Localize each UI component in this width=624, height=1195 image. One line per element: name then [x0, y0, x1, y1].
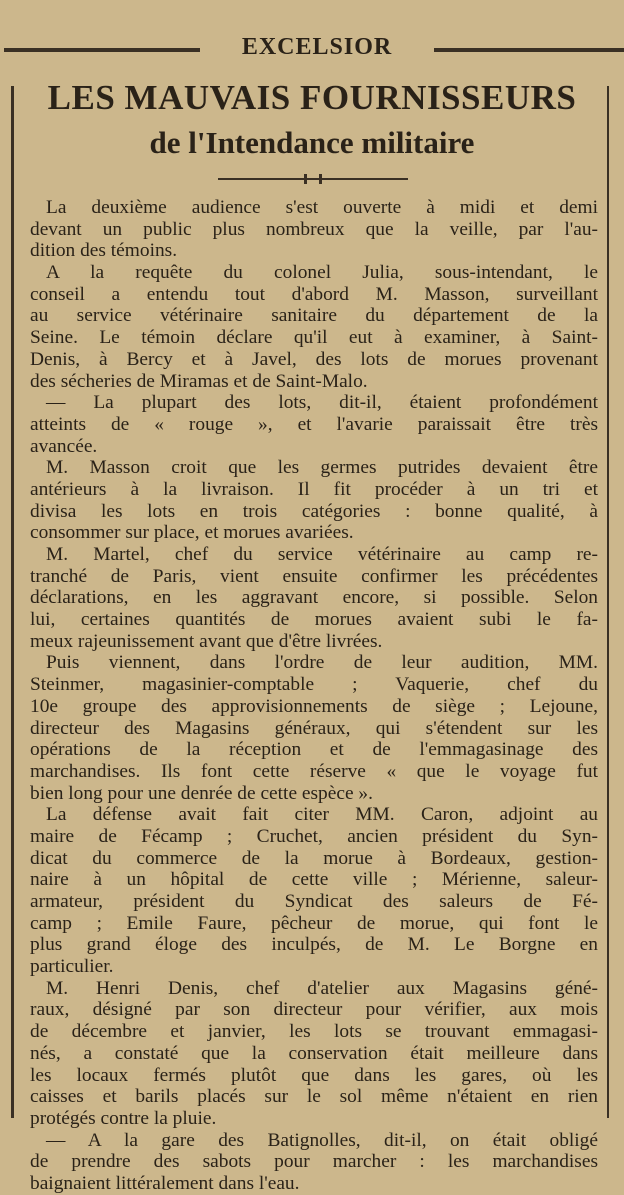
text-line: consommer sur place, et morues avariées. — [30, 522, 354, 544]
text-line: tranché de Paris, vient ensuite confirmer les précédentes — [30, 565, 598, 587]
text-line: La défense avait fait citer MM. Caron, adjoint au — [46, 804, 598, 826]
text-line: bien long pour une denrée de cette espèce ». — [30, 782, 373, 804]
text-line: divisa les lots en trois catégories : bonne qualité, à — [30, 500, 598, 522]
text-line: M. Martel, chef du service vétérinaire au camp re- — [46, 544, 598, 565]
column-rule-left — [11, 86, 14, 1118]
ornamental-divider — [218, 176, 408, 182]
text-line: les locaux fermés plutôt que dans les gares, où les — [30, 1064, 598, 1086]
text-line: caisses et barils placés sur le sol même n'étaient en rien — [30, 1086, 598, 1108]
text-line: Denis, à Bercy et à Javel, des lots de morues provenant — [30, 348, 598, 370]
text-line: camp ; Emile Faure, pêcheur de morue, qui font le — [30, 912, 598, 934]
column-rule-right — [607, 86, 609, 1118]
text-line: dition des témoins. — [30, 240, 178, 262]
text-line: devant un public plus nombreux que la veille, par l'au- — [30, 218, 598, 240]
text-line: marchandises. Ils font cette réserve « que le voyage fut — [30, 760, 598, 782]
text-line: meux rajeunissement avant que d'être livrées. — [30, 630, 383, 652]
masthead-rule-right — [434, 48, 624, 52]
text-line: des sécheries de Miramas et de Saint-Malo. — [30, 370, 368, 392]
text-line: naire à un hôpital de cette ville ; Mérienne, saleur- — [30, 869, 598, 891]
divider-ornament — [304, 174, 322, 184]
text-line: M. Henri Denis, chef d'atelier aux Magasins géné- — [46, 977, 598, 999]
text-line: Puis viennent, dans l'ordre de leur audition, MM. — [46, 652, 598, 674]
text-line: dicat du commerce de la morue à Bordeaux, gestion- — [30, 847, 598, 869]
text-line: opérations de la réception et de l'emmagasinage des — [30, 739, 598, 761]
text-line: La deuxième audience s'est ouverte à midi et demi — [46, 197, 598, 218]
newspaper-name: EXCELSIOR — [241, 34, 393, 60]
masthead-rule-left — [4, 48, 200, 52]
text-line: conseil a entendu tout d'abord M. Masson, surveillant — [30, 283, 598, 305]
text-line: antérieurs à la livraison. Il fit procéder à un tri et — [30, 478, 598, 500]
text-line: de décembre et janvier, les lots se trouvant emmagasi- — [30, 1021, 598, 1043]
text-line: directeur des Magasins généraux, qui s'étendent sur les — [30, 717, 598, 739]
text-line: lui, certaines quantités de morues avaient subi le fa- — [30, 609, 598, 631]
text-line: maire de Fécamp ; Cruchet, ancien président du Syn- — [30, 825, 598, 847]
text-line: armateur, président du Syndicat des saleurs de Fé- — [30, 891, 598, 912]
text-line: M. Masson croit que les germes putrides devaient être — [46, 457, 598, 479]
text-line: protégés contre la pluie. — [30, 1107, 217, 1129]
text-line: raux, désigné par son directeur pour vérifier, aux mois — [30, 999, 598, 1021]
text-line: avancée. — [30, 435, 98, 457]
text-line: baignaient littéralement dans l'eau. — [30, 1172, 300, 1194]
text-line: Steinmer, magasinier-comptable ; Vaquerie, chef du — [30, 674, 598, 696]
article-body — [30, 197, 598, 1195]
article-headline: LES MAUVAIS FOURNISSEURS — [47, 78, 577, 117]
text-line: — A la gare des Batignolles, dit-il, on était obligé — [46, 1129, 598, 1151]
text-line: atteints de « rouge », et l'avarie paraissait être très — [30, 413, 598, 435]
text-line: nés, a constaté que la conservation était meilleure dans — [30, 1042, 598, 1064]
text-line: — La plupart des lots, dit-il, étaient profondément — [46, 392, 598, 414]
masthead — [0, 34, 624, 64]
text-line: de prendre des sabots pour marcher : les marchandises — [30, 1151, 598, 1173]
text-line: au service vétérinaire sanitaire du département de la — [30, 305, 598, 327]
text-line: A la requête du colonel Julia, sous-intendant, le — [46, 262, 598, 284]
text-line: Seine. Le témoin déclare qu'il eut à examiner, à Saint- — [30, 327, 598, 349]
article-subheadline: de l'Intendance militaire — [149, 125, 475, 160]
text-line: déclarations, en les aggravant encore, si possible. Selon — [30, 587, 598, 609]
text-line: 10e groupe des approvisionnements de siège ; Lejoune, — [30, 695, 598, 717]
text-line: plus grand éloge des inculpés, de M. Le Borgne en — [30, 934, 598, 956]
text-line: particulier. — [30, 956, 114, 978]
